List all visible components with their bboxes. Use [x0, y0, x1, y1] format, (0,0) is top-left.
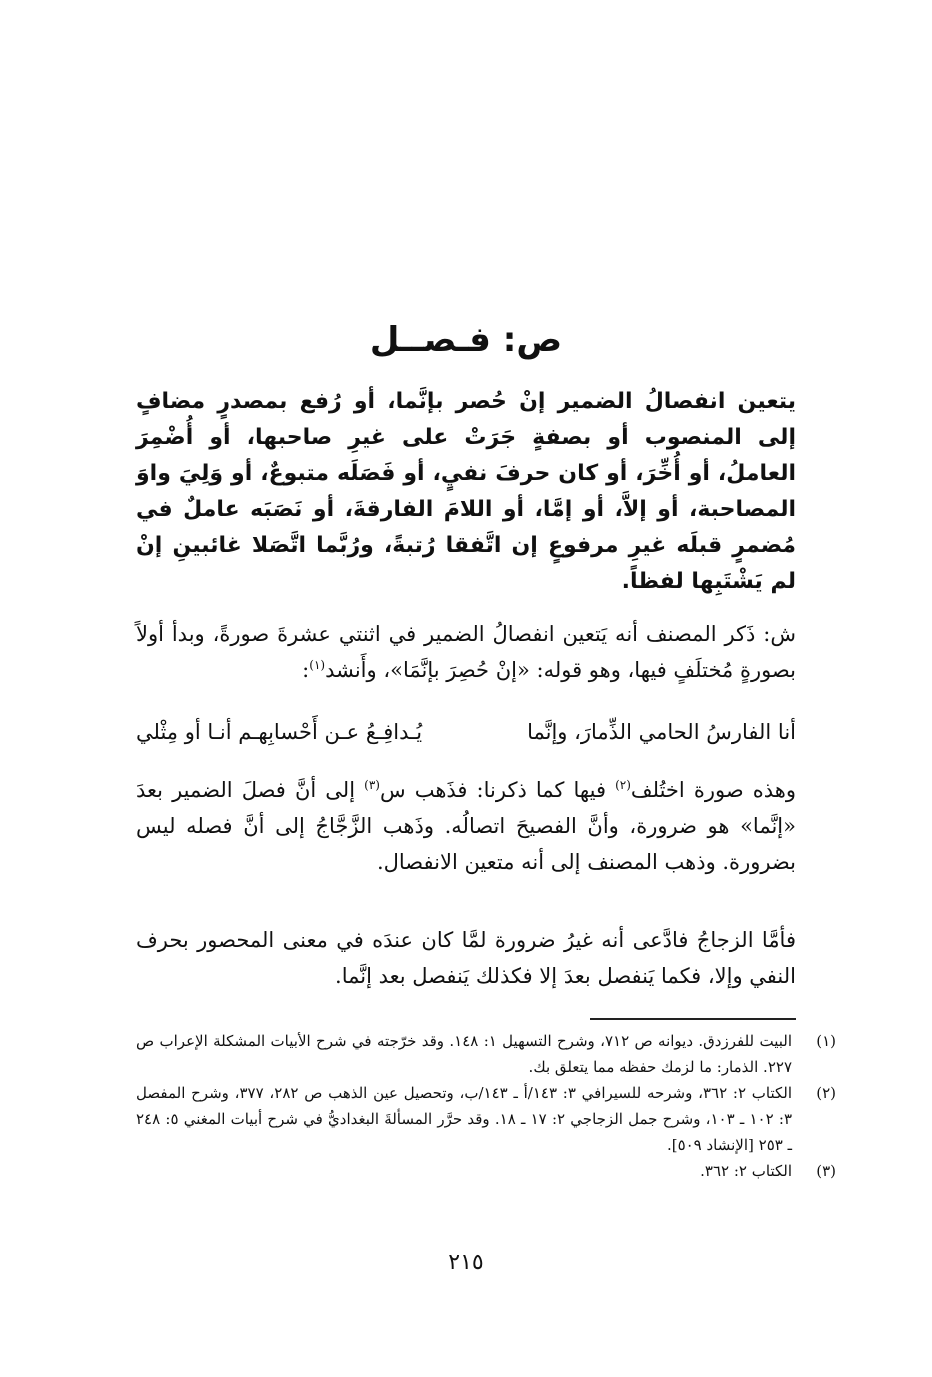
sharh-paragraph-2	[136, 772, 796, 880]
footnote-number: (١)	[816, 1032, 836, 1050]
footnote-3	[136, 1158, 836, 1184]
verse-first-hemistich: أنا الفارسُ الحامي الذِّمارَ، وإنَّما	[527, 720, 796, 744]
sharh-text: فيها كما ذكرنا: فذَهب س	[379, 778, 616, 802]
footnote-ref-3[interactable]: (٣)	[364, 778, 380, 792]
sharh-paragraph-1	[136, 616, 796, 688]
sharh-text: :	[302, 658, 310, 682]
matn-text-block	[136, 384, 796, 600]
page-number: ٢١٥	[448, 1250, 484, 1275]
footnote-text: البيت للفرزدق. ديوانه ص ٧١٢، وشرح التسهيل ١: ١٤٨. وقد خرّجته في شرح الأبيات المشكلة الإعراب ص ٢٢٧. الذمار: ما لزمك حفظه مما يتعلق بك.	[136, 1032, 792, 1076]
footnote-number: (٢)	[816, 1084, 836, 1102]
sharh-text: ش: ذَكر المصنف أنه يَتعين انفصالُ الضمير في اثنتي عشرةَ صورةً، وبدأ أولاً بصورةٍ مُختلَفٍ فيها، وهو قوله: «إنْ حُصِرَ بإنَّمَا»، وأَنشد	[136, 622, 796, 682]
section-heading: ص: فـصــل	[369, 320, 563, 360]
footnote-separator	[590, 1018, 796, 1020]
footnote-ref-1[interactable]: (١)	[309, 658, 326, 672]
footnote-2	[136, 1080, 836, 1158]
sharh-text: وهذه صورة اختُلف	[630, 778, 797, 802]
verse-second-hemistich: يُـدافِـعُ عـن أَحْسابِهـم أنـا أو مِثْلي	[136, 720, 423, 744]
footnote-text: الكتاب ٢: ٣٦٢.	[700, 1162, 792, 1180]
footnote-text: الكتاب ٢: ٣٦٢، وشرحه للسيرافي ٣: ١٤٣/أ ـ ١٤٣/ب، وتحصيل عين الذهب ص ٢٨٢، ٣٧٧، وشرح المفصل ٣: ١٠٢ ـ ١٠٣، وشرح جمل الزجاجي ٢: ١٧ ـ ١٨. وقد حرَّر المسألةَ البغداديُّ في شرح أبيات المغني ٥: ٢٤٨ ـ ٢٥٣ [الإنشاد ٥٠٩].	[136, 1084, 793, 1154]
matn-paragraph: يتعين انفصالُ الضمير إنْ حُصر بإنَّما، أو رُفع بمصدرٍ مضافٍ إلى المنصوب أو بصفةٍ جَرَتْ على غيرِ صاحبها، أو أُضْمِرَ العاملُ، أو أُخِّرَ، أو كان حرفَ نفيٍ، أو فَصَلَه متبوعٌ، أو وَلِيَ واوَ المصاحبة، أو إلاَّ، أو إمَّا، أو اللامَ الفارقةَ، أو نَصَبَه عاملٌ في مُضمرٍ قبلَه غيرِ مرفوعٍ إن اتَّفقا رُتبةً، ورُبَّما اتَّصَلا غائبينِ إنْ لم يَشْتَبِها لفظاً.	[136, 389, 796, 594]
footnote-1	[136, 1028, 836, 1080]
sharh-text: فأمَّا الزجاجُ فادَّعى أنه غيرُ ضرورة لمَّا كان عندَه في معنى المحصور بحرف النفي وإلا، فكما يَنفصل بعدَ إلا فكذلك يَنفصل بعد إنَّما.	[136, 928, 796, 988]
footnote-number: (٣)	[816, 1162, 836, 1180]
footnotes	[136, 1028, 836, 1184]
poetry-verse	[136, 712, 796, 756]
sharh-paragraph-3	[136, 922, 796, 994]
sharh-text: إلى أنَّ فصلَ الضمير بعدَ «إنَّما» هو ضرورة، وأنَّ الفصيحَ اتصالُه. وذَهب الزَّجَّاجُ إلى أنَّ فصله ليس بضرورة. وذهب المصنف إلى أنه متعين الانفصال.	[136, 778, 796, 874]
footnote-ref-2[interactable]: (٢)	[615, 778, 631, 792]
